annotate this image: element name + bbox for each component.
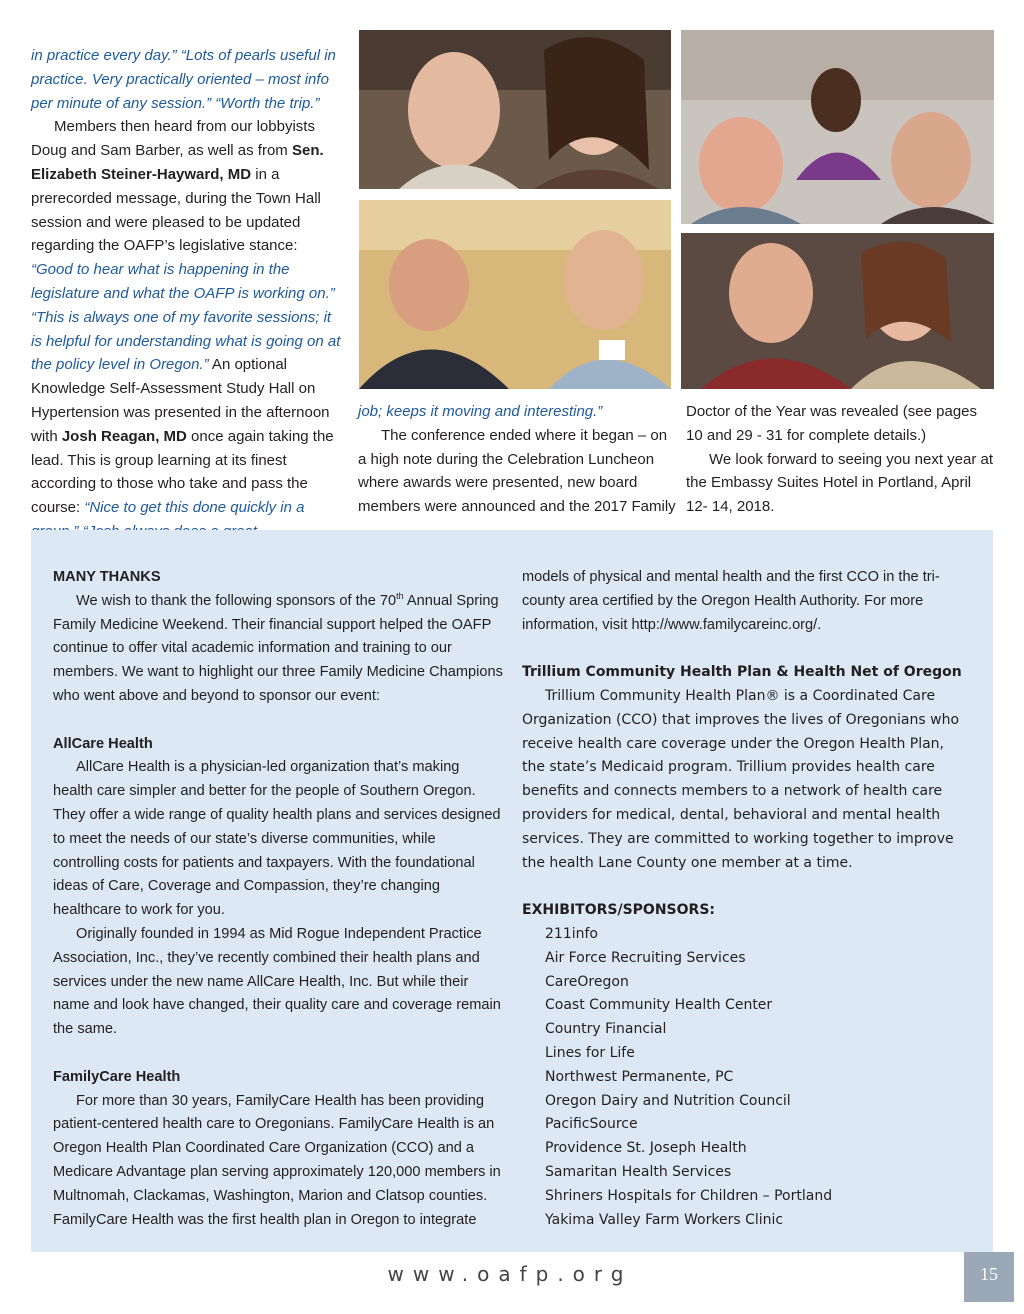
list-item: Lines for Life [545,1044,635,1061]
article-text: An optional Knowledge Self-Assessment Study Hall on Hypertension was presented in the afternoon with [31,356,330,445]
trillium-text: Trillium Community Health Plan® is a Coordinated Care Organization (CCO) that improves the lives of Oregonians who receive health care coverage under the Oregon Health Plan, the state’s Medicaid program. Trillium provides health care benefits and connects members to a network of health care providers for medical, dental, behavioral and mental health services. They are committed to working together to improve the health Lane County one member at a time. [522,687,960,871]
allcare-text: Originally founded in 1994 as Mid Rogue Independent Practice Association, Inc., they’ve recently combined their health plans and services under the new name AllCare Health, Inc. But while their name and look have changed, their quality care and coverage remain the same. [53,925,501,1038]
website-url[interactable]: www.oafp.org [387,1262,633,1286]
article-column-3 [686,400,996,519]
list-item: Yakima Valley Farm Workers Clinic [545,1211,784,1228]
exhibitors-heading: EXHIBITORS/SPONSORS: [522,902,715,919]
article-text: in a prerecorded message, during the Town Hall session and were pleased to be updated regarding the OAFP’s legislative stance: [31,165,321,255]
conference-photo-4 [681,233,994,389]
trillium-heading: Trillium Community Health Plan & Health Net of Oregon [522,664,962,681]
article-text: The conference ended where it began – on a high note during the Celebration Luncheon where awards were presented, new board members were announced and the 2017 Family [358,426,676,516]
many-thanks-heading: MANY THANKS [53,569,161,585]
list-item: Air Force Recruiting Services [545,949,746,966]
list-item: Northwest Permanente, PC [545,1068,734,1085]
list-item: Coast Community Health Center [545,997,773,1014]
article-text: Members then heard from our lobbyists Doug and Sam Barber, as well as from [31,118,315,160]
allcare-heading: AllCare Health [53,735,153,752]
attendee-quote: job; keeps it moving and interesting.” [358,403,603,420]
exhibitors-list [522,923,962,1232]
many-thanks-text: Annual Spring Family Medicine Weekend. Their financial support helped the OAFP continue to offer vital academic information and training to our members. We want to highlight our three Family Medicine Champions who went above and beyond to sponsor our event: [53,592,503,704]
allcare-text: AllCare Health is a physician-led organization that’s making health care simpler and better for the people of Southern Oregon. They offer a wide range of quality health plans and services designed to meet the needs of our state’s diverse communities, while controlling costs for patients and taxpayers. With the foundational ideas of Care, Coverage and Compassion, they’re changing healthcare to work for you. [53,759,501,919]
many-thanks-text: We wish to thank the following sponsors of the 70 [76,592,397,609]
article-text: Doctor of the Year was revealed (see pages 10 and 29 - 31 for complete details.) [686,403,978,444]
article-column-1 [31,44,341,544]
attendee-quote: “Good to hear what is happening in the legislature and what the OAFP is working on.” “This is always one of my favorite sessions; it is helpful for understanding what is going on at the policy level in Oregon.” [31,261,341,374]
conference-photo-3 [359,200,671,389]
article-text: once again taking the lead. This is group learning at its finest according to those who take and pass the course: [31,427,334,517]
speaker-name: Sen. Elizabeth Steiner-Hayward, MD [31,142,324,183]
page-number: 15 [964,1252,1014,1302]
list-item: PacificSource [545,1116,638,1133]
list-item: 211info [545,925,598,942]
list-item: Country Financial [545,1021,667,1038]
list-item: Samaritan Health Services [545,1163,732,1180]
sponsors-left-column [53,566,503,1232]
familycare-text: For more than 30 years, FamilyCare Health has been providing patient-centered health care to Oregonians. FamilyCare Health is an Oregon Health Plan Coordinated Care Organization (CCO) and a Medicare Advantage plan serving approximately 120,000 members in Multnomah, Clackamas, Washington, Marion and Clatsop counties. FamilyCare Health was the first health plan in Oregon to integrate [53,1092,501,1228]
list-item: Providence St. Joseph Health [545,1140,747,1157]
conference-photo-1 [359,30,671,189]
list-item: CareOregon [545,973,629,990]
conference-photo-2 [681,30,994,224]
speaker-name: Josh Reagan, MD [61,427,187,445]
attendee-quote: in practice every day.” “Lots of pearls useful in practice. Very practically oriented – most info per minute of any session.” “Worth the trip.” [31,47,336,112]
familycare-text: models of physical and mental health and the first CCO in the tri-county area certified by the Oregon Health Authority. For more information, visit http://www.familycareinc.org/. [522,569,940,633]
list-item: Oregon Dairy and Nutrition Council [545,1092,791,1109]
familycare-heading: FamilyCare Health [53,1068,181,1085]
attendee-quote: “Nice to get this done quickly in a [84,499,305,517]
list-item: Shriners Hospitals for Children – Portland [545,1187,833,1204]
article-column-2 [358,400,676,519]
sponsors-box [31,530,993,1252]
sponsors-right-column [522,566,962,1232]
article-text: We look forward to seeing you next year at the Embassy Suites Hotel in Portland, April 12- 14, 2018. [686,450,994,516]
ordinal-suffix: th [396,590,404,601]
